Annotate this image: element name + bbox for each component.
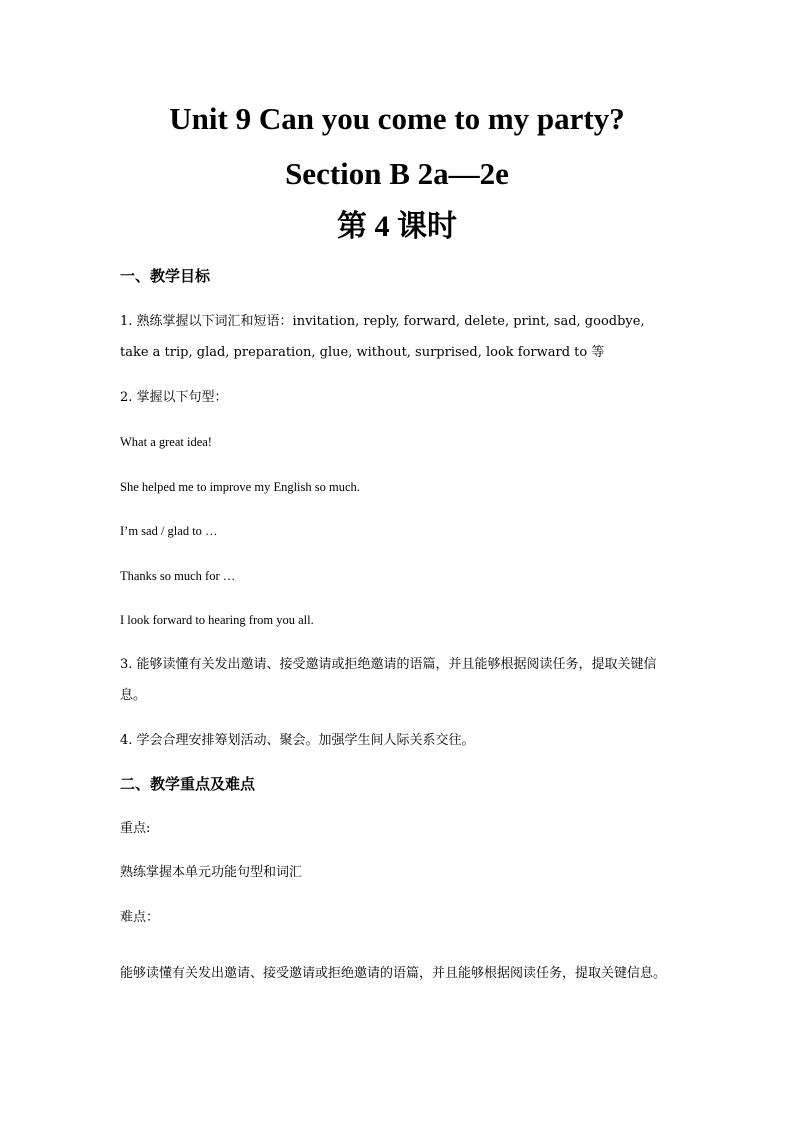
difficult-point-text: 能够读懂有关发出邀请、接受邀请或拒绝邀请的语篇，并且能够根据阅读任务，提取关键信息。 — [120, 966, 667, 981]
sentence-3: I’m sad / glad to … — [120, 524, 218, 538]
key-point-label: 重点: — [120, 821, 151, 836]
sentence-2: She helped me to improve my English so much. — [120, 480, 360, 494]
section2-heading: 二、教学重点及难点 — [120, 775, 256, 793]
section-title: Section B 2a—2e — [285, 156, 509, 191]
sentence-4: Thanks so much for … — [120, 569, 236, 583]
objective-item-2: 2. 掌握以下句型： — [120, 390, 228, 405]
sentence-1: What a great idea! — [120, 435, 212, 449]
key-point-text: 熟练掌握本单元功能句型和词汇 — [120, 865, 303, 880]
lesson-title: 第 4 课时 — [337, 210, 457, 243]
objective-item-1: 1. 熟练掌握以下词汇和短语：invitation, reply, forward, delete, print, sad, goodbye, take a trip, glad, preparation, glue, without, surprised, look forward to 等 — [120, 314, 645, 360]
sentence-5: I look forward to hearing from you all. — [120, 613, 314, 627]
unit-title: Unit 9 Can you come to my party? — [169, 101, 625, 136]
section1-heading: 一、教学目标 — [120, 267, 211, 285]
difficult-point-label: 难点： — [120, 910, 160, 925]
objective-item-3: 3. 能够读懂有关发出邀请、接受邀请或拒绝邀请的语篇，并且能够根据阅读任务，提取关键信息。 — [120, 657, 657, 703]
objective-item-4: 4. 学会合理安排筹划活动、聚会。加强学生间人际关系交往。 — [120, 733, 475, 748]
